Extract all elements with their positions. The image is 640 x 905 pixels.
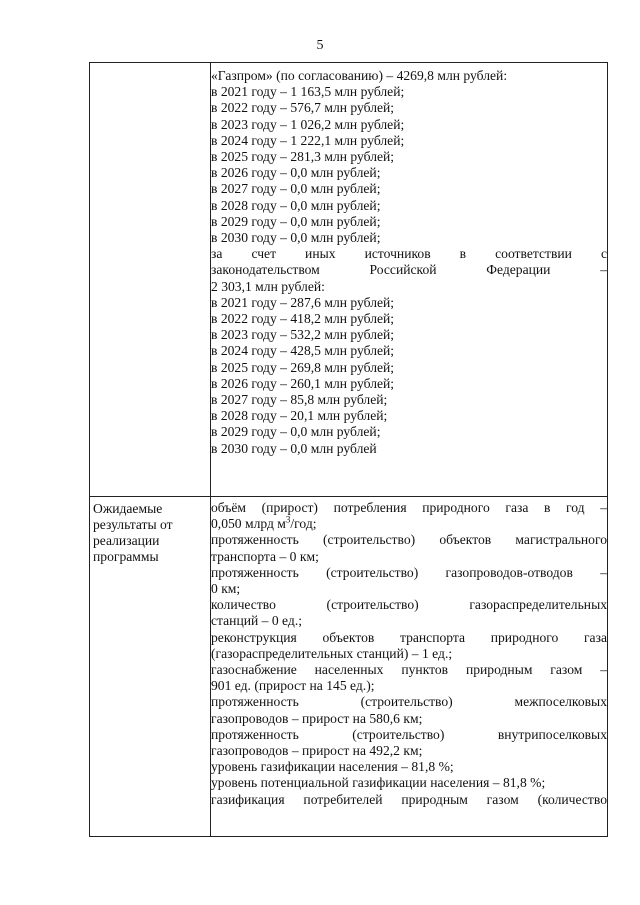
text-line: в 2026 году – 0,0 млн рублей; bbox=[211, 165, 381, 181]
text-line: в 2030 году – 0,0 млн рублей bbox=[211, 440, 377, 456]
label-line: результаты от bbox=[93, 517, 173, 533]
label-line: Ожидаемые bbox=[93, 501, 163, 516]
text-line: газопроводов – прирост на 580,6 км; bbox=[211, 710, 423, 726]
label-cell-expected-results bbox=[90, 497, 211, 837]
text-line: в 2025 году – 269,8 млн рублей; bbox=[211, 359, 395, 375]
text-line: в 2023 году – 532,2 млн рублей; bbox=[211, 327, 395, 343]
text-line: за счет иных источников в соответствии с bbox=[211, 246, 607, 262]
text-line: в 2021 году – 1 163,5 млн рублей; bbox=[211, 84, 405, 100]
text-line: протяженность (строительство) газопроводов-отводов – bbox=[211, 564, 607, 580]
text-line: 2 303,1 млн рублей: bbox=[211, 278, 325, 294]
text-line: в 2027 году – 0,0 млн рублей; bbox=[211, 181, 381, 197]
text-line: в 2029 году – 0,0 млн рублей; bbox=[211, 424, 381, 440]
text-line: количество (строительство) газораспределительных bbox=[211, 597, 607, 613]
text-line: в 2030 году – 0,0 млн рублей; bbox=[211, 230, 381, 246]
passport-table bbox=[89, 62, 608, 837]
text-line: объём (прирост) потребления природного газа в год – bbox=[211, 500, 607, 515]
text-line: 0 км; bbox=[211, 581, 241, 597]
label-line: реализации bbox=[93, 533, 160, 549]
text-line: в 2023 году – 1 026,2 млн рублей; bbox=[211, 116, 405, 132]
text-line: законодательством Российской Федерации – bbox=[211, 262, 607, 278]
text-line: уровень газификации населения – 81,8 %; bbox=[211, 759, 454, 775]
table-row-funding bbox=[90, 63, 608, 497]
text-line: уровень потенциальной газификации населения – 81,8 %; bbox=[211, 775, 546, 791]
text-line: (газораспределительных станций) – 1 ед.; bbox=[211, 645, 453, 661]
text-line: в 2028 году – 20,1 млн рублей; bbox=[211, 408, 388, 424]
text-line: в 2022 году – 418,2 млн рублей; bbox=[211, 311, 395, 327]
text-line: газификация потребителей природным газом (количество bbox=[211, 791, 607, 807]
text-line: в 2021 году – 287,6 млн рублей; bbox=[211, 294, 395, 310]
value-cell-funding bbox=[211, 63, 608, 497]
text-line: в 2025 году – 281,3 млн рублей; bbox=[211, 149, 395, 165]
expected-results-lines bbox=[211, 500, 607, 808]
text-line: в 2027 году – 85,8 млн рублей; bbox=[211, 392, 388, 408]
text-line: в 2029 году – 0,0 млн рублей; bbox=[211, 213, 381, 229]
text-line: протяженность (строительство) объектов магистрального bbox=[211, 532, 607, 548]
text-line: в 2022 году – 576,7 млн рублей; bbox=[211, 100, 395, 116]
text-line: станций – 0 ед.; bbox=[211, 613, 303, 629]
text-line: в 2026 году – 260,1 млн рублей; bbox=[211, 375, 395, 391]
text-line: транспорта – 0 км; bbox=[211, 548, 319, 564]
text-line: в 2024 году – 428,5 млн рублей; bbox=[211, 343, 395, 359]
text-line: протяженность (строительство) межпоселковых bbox=[211, 694, 607, 710]
label-line: программы bbox=[93, 549, 159, 565]
value-cell-expected-results bbox=[211, 497, 608, 837]
text-line: 0,050 млрд $м^3$/год; bbox=[211, 516, 317, 532]
expected-results-label bbox=[90, 497, 210, 565]
text-line: протяженность (строительство) внутрипоселковых bbox=[211, 726, 607, 742]
text-line: в 2024 году – 1 222,1 млн рублей; bbox=[211, 132, 405, 148]
page-number: 5 bbox=[316, 38, 324, 53]
table-row-expected-results bbox=[90, 497, 608, 837]
text-line: «Газпром» (по согласованию) – 4269,8 млн рублей: bbox=[211, 68, 508, 83]
funding-lines bbox=[211, 68, 607, 457]
label-cell-empty bbox=[90, 63, 211, 497]
text-line: в 2028 году – 0,0 млн рублей; bbox=[211, 197, 381, 213]
text-line: 901 ед. (прирост на 145 ед.); bbox=[211, 678, 375, 694]
text-line: реконструкция объектов транспорта природного газа bbox=[211, 629, 607, 645]
text-line: газоснабжение населенных пунктов природным газом – bbox=[211, 662, 607, 678]
text-line: газопроводов – прирост на 492,2 км; bbox=[211, 743, 423, 759]
